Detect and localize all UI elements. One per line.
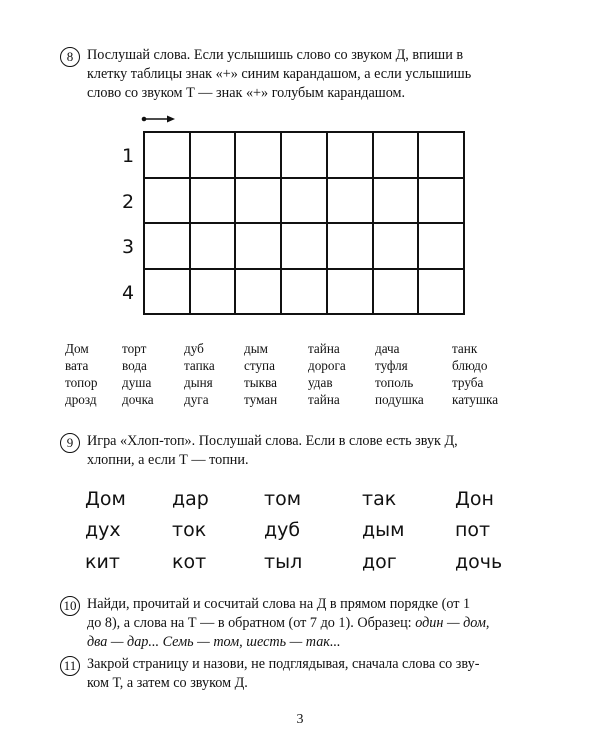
grid-cell[interactable]	[191, 224, 237, 270]
list-word: ступа	[244, 358, 275, 373]
list-word: блюдо	[452, 358, 488, 373]
clap-stomp-word: дух	[85, 519, 121, 541]
list-word: труба	[452, 375, 484, 390]
instruction-line: Послушай слова. Если услышишь слово со звуком Д, впиши в	[87, 47, 464, 63]
list-word: туман	[244, 392, 278, 407]
clap-stomp-word: дочь	[455, 551, 503, 573]
grid-cell[interactable]	[282, 270, 328, 316]
grid-cell[interactable]	[191, 270, 237, 316]
grid-cell[interactable]	[145, 133, 191, 179]
grid-cell[interactable]	[145, 224, 191, 270]
grid-cell[interactable]	[328, 133, 374, 179]
grid-cell[interactable]	[374, 270, 420, 316]
row-label: 4	[121, 282, 135, 304]
task-11-instructions	[87, 655, 479, 693]
list-word: вода	[122, 358, 147, 373]
list-word: тапка	[184, 358, 215, 373]
arrow-right-icon	[141, 113, 177, 125]
row-label: 1	[121, 145, 135, 167]
instruction-line: ком Т, а затем со звуком Д.	[87, 675, 248, 691]
grid-cell[interactable]	[236, 224, 282, 270]
task-10-number: 10	[60, 596, 80, 616]
clap-stomp-word: так	[362, 488, 397, 510]
grid-cell[interactable]	[328, 270, 374, 316]
list-word: тополь	[375, 375, 414, 390]
grid-cell[interactable]	[236, 133, 282, 179]
list-word: туфля	[375, 358, 408, 373]
list-word: удав	[308, 375, 333, 390]
list-word: топор	[65, 375, 98, 390]
grid-cell[interactable]	[419, 179, 465, 225]
grid-cell[interactable]	[374, 133, 420, 179]
clap-stomp-word: кот	[172, 551, 207, 573]
list-word: тыква	[244, 375, 277, 390]
grid-cell[interactable]	[191, 179, 237, 225]
task-11-number: 11	[60, 656, 80, 676]
clap-stomp-word: дог	[362, 551, 397, 573]
clap-stomp-word: дар	[172, 488, 209, 510]
row-label: 3	[121, 236, 135, 258]
instruction-line: Закрой страницу и назови, не подглядывая, сначала слова со зву-	[87, 656, 480, 672]
grid-cell[interactable]	[145, 270, 191, 316]
grid-cell[interactable]	[419, 270, 465, 316]
list-word: Дом	[65, 341, 89, 356]
grid-cell[interactable]	[374, 224, 420, 270]
list-word: дуга	[184, 392, 209, 407]
grid-cell[interactable]	[328, 179, 374, 225]
list-word: катушка	[452, 392, 499, 407]
grid-cell[interactable]	[236, 270, 282, 316]
list-word: дуб	[184, 341, 204, 356]
list-word: тайна	[308, 341, 340, 356]
list-word: дыня	[184, 375, 213, 390]
example-text: один — дом,	[415, 615, 490, 631]
instruction-line: клетку таблицы знак «+» синим карандашом, а если услышишь	[87, 66, 472, 82]
grid-cell[interactable]	[374, 179, 420, 225]
list-word: вата	[65, 358, 89, 373]
list-word: дорога	[308, 358, 346, 373]
clap-stomp-word: ток	[172, 519, 207, 541]
task-10-instructions	[87, 595, 489, 652]
list-word: дочка	[122, 392, 154, 407]
clap-stomp-word: кит	[85, 551, 120, 573]
instruction-line: хлопни, а если Т — топни.	[87, 452, 249, 468]
instruction-line: слово со звуком Т — знак «+» голубым карандашом.	[87, 85, 406, 101]
word-list	[0, 340, 600, 412]
grid-cell[interactable]	[419, 224, 465, 270]
task-8-instructions	[87, 46, 471, 103]
list-word: тайна	[308, 392, 340, 407]
clap-stomp-word: дуб	[264, 519, 301, 541]
grid-cell[interactable]	[282, 133, 328, 179]
grid-cell[interactable]	[236, 179, 282, 225]
task-9-number: 9	[60, 433, 80, 453]
task-8-number: 8	[60, 47, 80, 67]
grid-cell[interactable]	[191, 133, 237, 179]
list-word: подушка	[375, 392, 424, 407]
grid-cell[interactable]	[282, 224, 328, 270]
instruction-line: Игра «Хлоп-топ». Послушай слова. Если в слове есть звук Д,	[87, 433, 458, 449]
list-word: дым	[244, 341, 268, 356]
clap-stomp-word: Дом	[85, 488, 126, 510]
instruction-line: Найди, прочитай и сосчитай слова на Д в прямом порядке (от 1	[87, 596, 471, 612]
list-word: танк	[452, 341, 478, 356]
instruction-line: до 8), а слова на Т — в обратном (от 7 до 1). Образец:	[87, 615, 416, 631]
grid-cell[interactable]	[328, 224, 374, 270]
clap-stomp-word: тыл	[264, 551, 303, 573]
grid-cell[interactable]	[145, 179, 191, 225]
list-word: душа	[122, 375, 152, 390]
list-word: дрозд	[65, 392, 97, 407]
page-number: 3	[296, 712, 304, 727]
grid-cell[interactable]	[282, 179, 328, 225]
grid-cell[interactable]	[419, 133, 465, 179]
answer-grid	[143, 131, 465, 315]
row-label: 2	[121, 191, 135, 213]
example-text: два — дар... Семь — том, шесть — так...	[87, 634, 341, 650]
task-9-instructions	[87, 432, 458, 470]
clap-stomp-word: дым	[362, 519, 405, 541]
list-word: торт	[122, 341, 147, 356]
clap-stomp-word: Дон	[455, 488, 494, 510]
clap-stomp-word: том	[264, 488, 302, 510]
list-word: дача	[375, 341, 400, 356]
clap-stomp-word: пот	[455, 519, 491, 541]
